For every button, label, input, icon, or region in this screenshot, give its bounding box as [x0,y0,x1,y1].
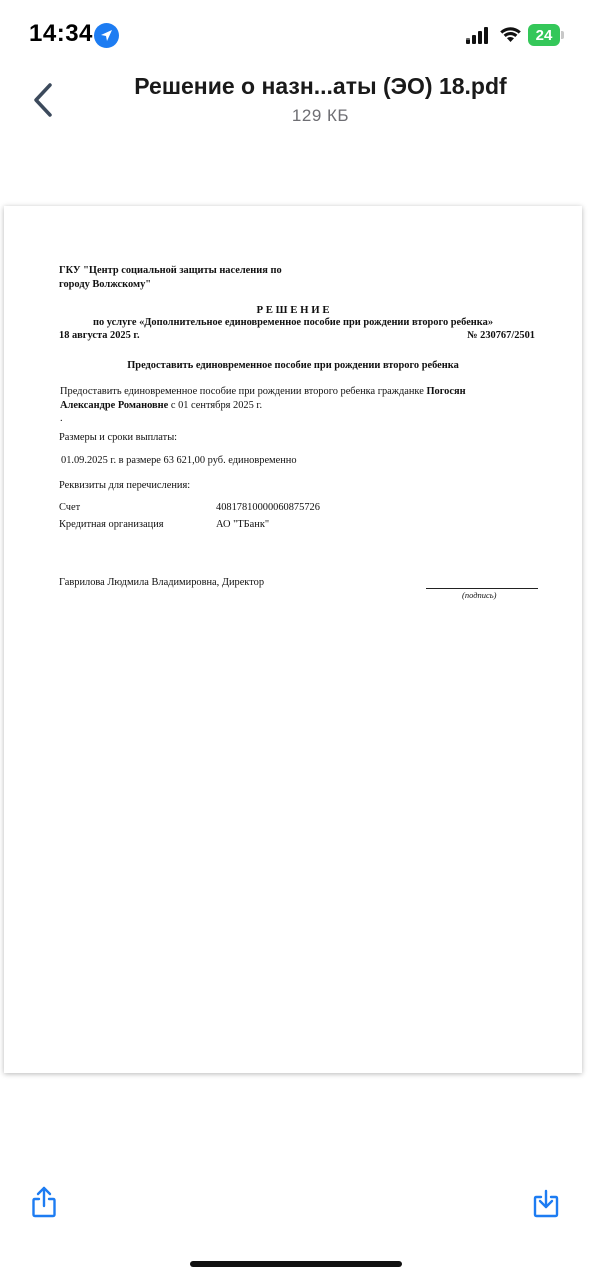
battery-icon: 24 [528,24,560,46]
decision-date: 18 августа 2025 г. [59,330,140,341]
document-heading: Р Е Ш Е Н И Е [256,304,330,316]
body-line-1 [60,386,466,397]
recipient-name: Александре Романовне [60,400,169,411]
chevron-left-icon[interactable] [30,82,56,118]
battery-tip [561,31,564,39]
payment-line: 01.09.2025 г. в размере 63 621,00 руб. единовременно [61,455,297,466]
document-title: Решение о назн...аты (ЭО) 18.pdf [134,73,507,99]
share-icon[interactable] [31,1186,57,1218]
bank-label: Кредитная организация [59,519,164,530]
signer: Гаврилова Людмила Владимировна, Директор [59,577,265,588]
service-line: по услуге «Дополнительное единовременное пособие при рождении второго ребенка» [92,317,494,328]
download-icon[interactable] [532,1188,560,1218]
recipient-surname: Погосян [426,386,466,397]
file-size: 129 КБ [291,106,350,125]
decision-number: № 230767/2501 [467,330,535,341]
account-value: 40817810000060875726 [216,502,320,513]
body-line-2 [60,400,262,411]
account-label: Счет [59,502,81,513]
cellular-signal-icon [466,26,492,46]
bank-value: АО "ТБанк" [216,519,270,530]
location-arrow-icon [94,23,119,48]
body-dot: . [60,413,63,424]
payment-heading: Размеры и сроки выплаты: [59,432,178,443]
organization-line-1: ГКУ "Центр социальной защиты населения по [59,265,282,276]
signature-line [426,588,538,589]
requisites-heading: Реквизиты для перечисления: [59,480,191,491]
body-line-2-text: с 01 сентября 2025 г. [168,400,263,411]
organization-line-2: городу Волжскому" [59,279,152,290]
pdf-page[interactable] [4,206,582,1073]
signature-caption: (подпись) [462,590,497,600]
home-indicator[interactable] [190,1261,402,1267]
body-line-1-text: Предоставить единовременное пособие при рождении второго ребенка гражданке [60,386,427,397]
decision-subject: Предоставить единовременное пособие при рождении второго ребенка [127,360,459,371]
status-time: 14:34 [29,20,93,47]
wifi-icon [498,24,523,44]
